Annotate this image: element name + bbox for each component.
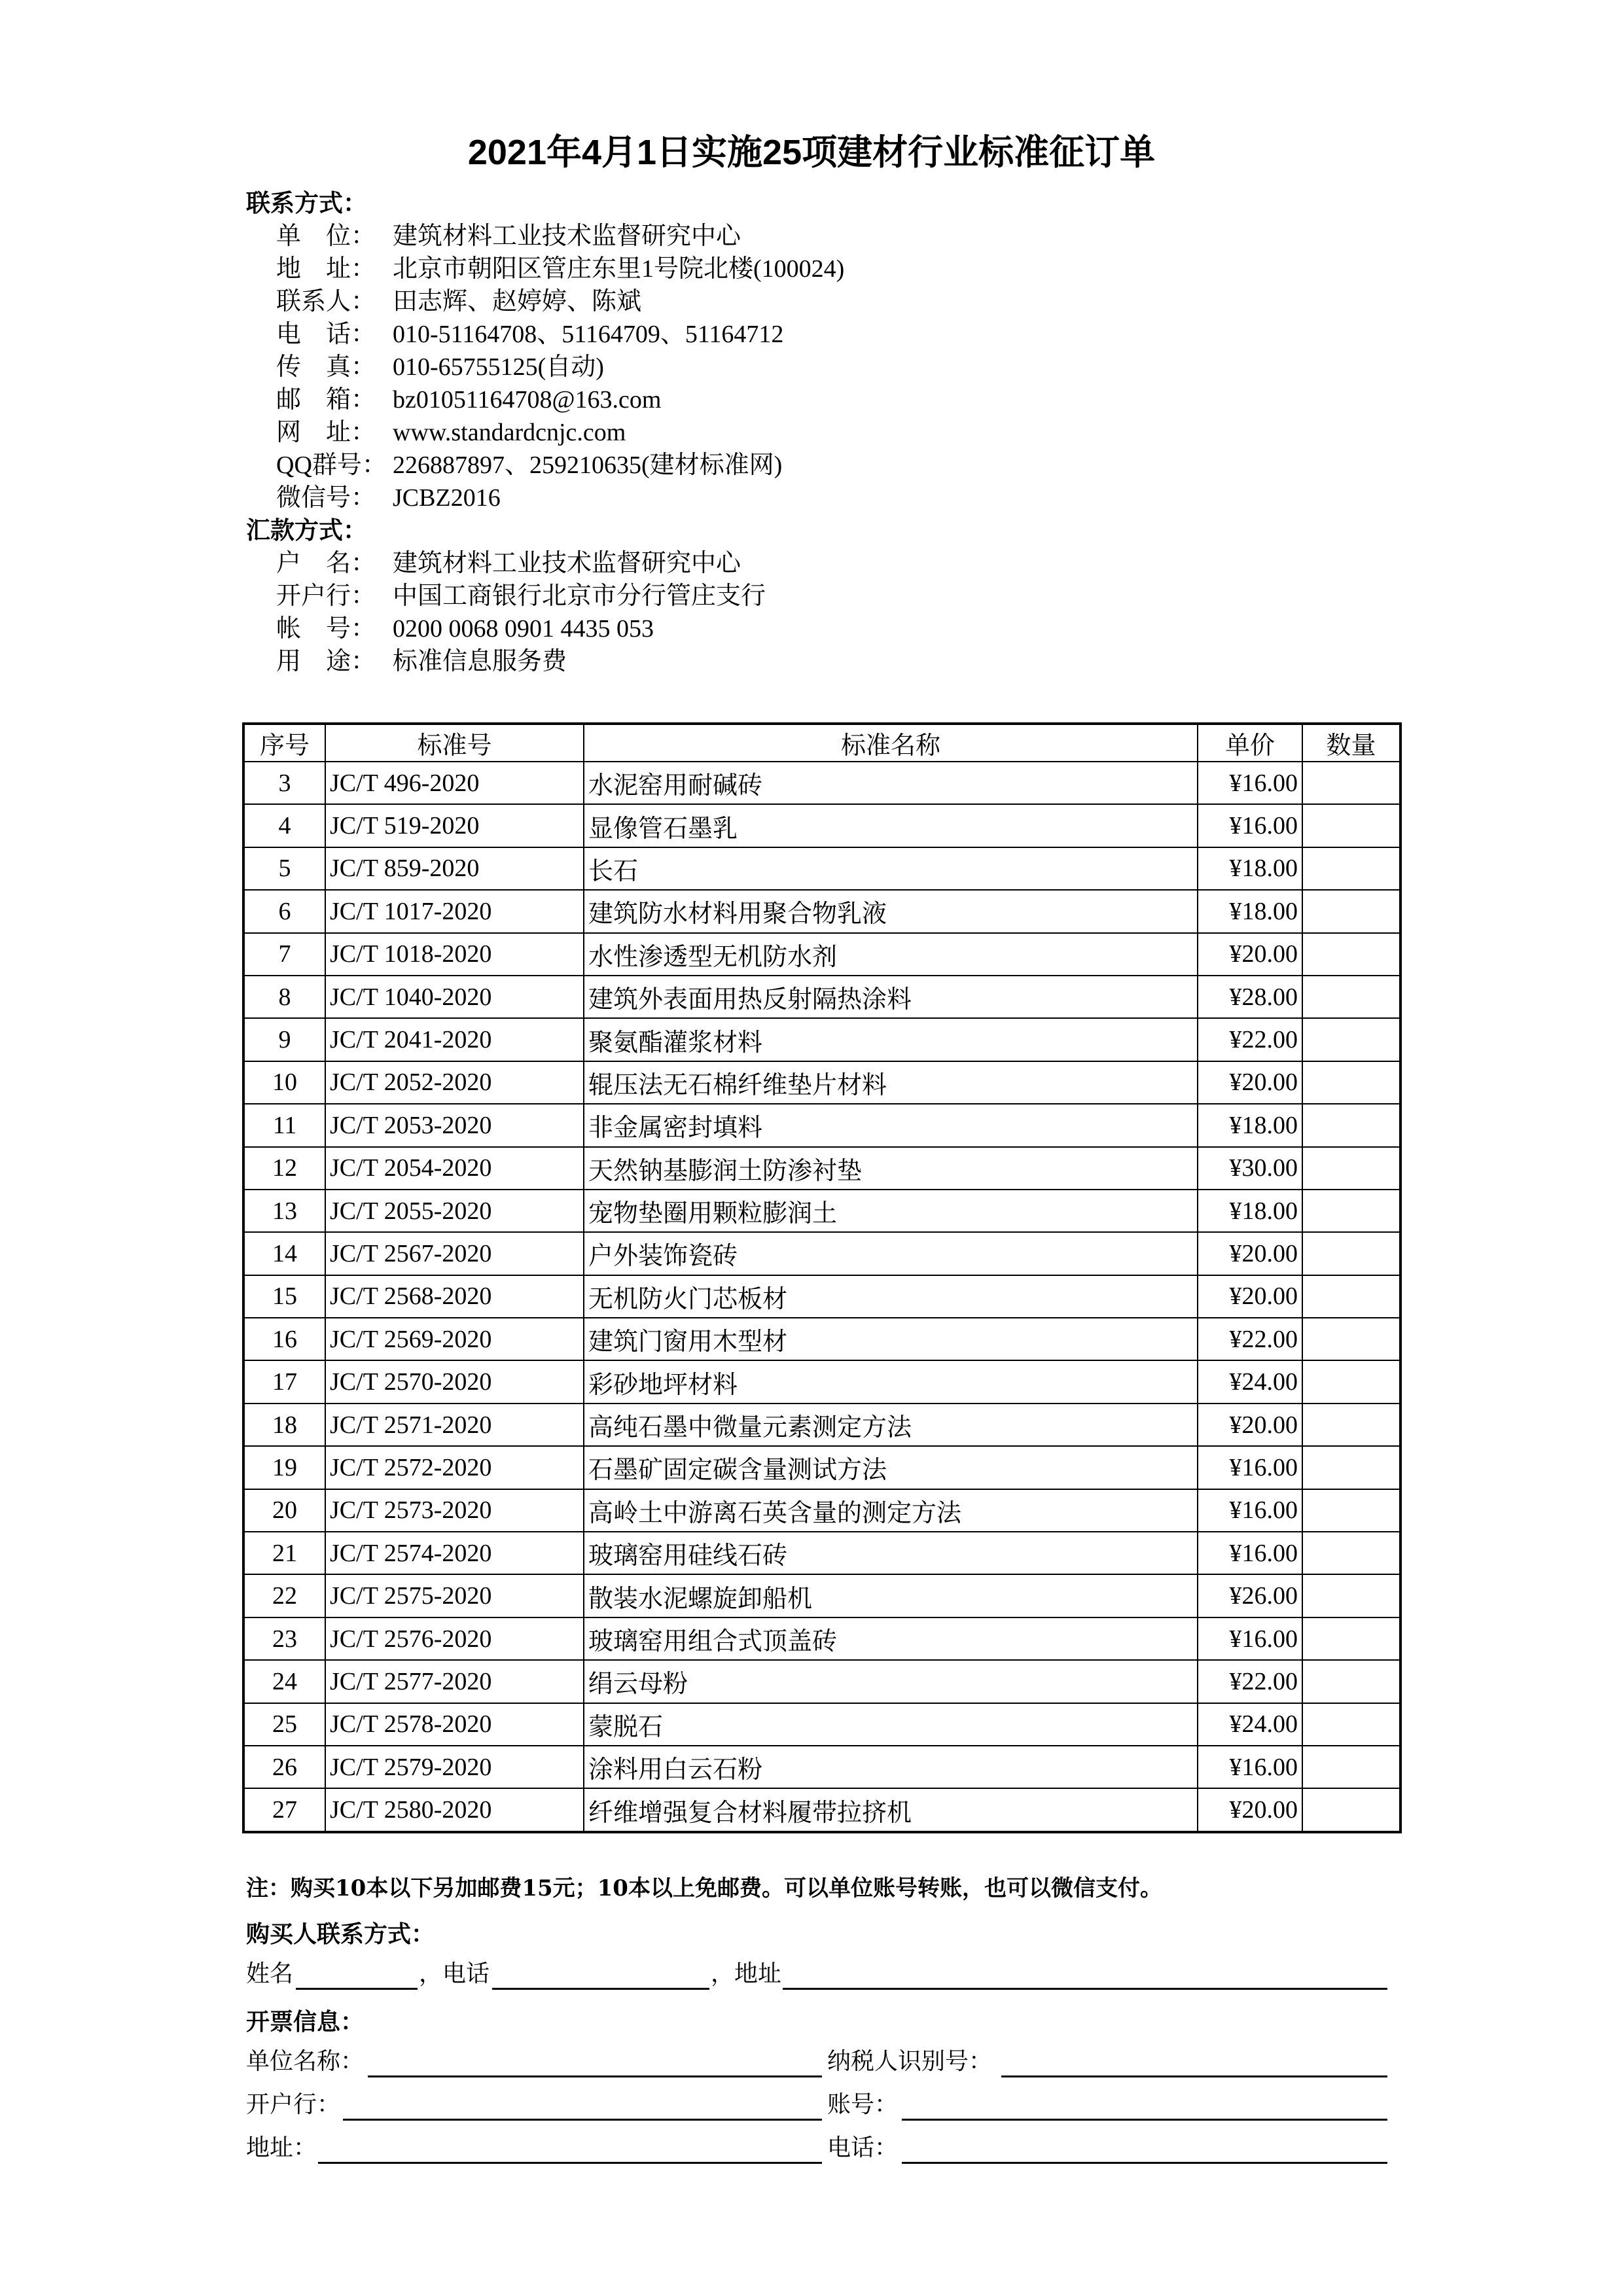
table-header-row [243, 724, 1400, 762]
contact-heading: 联系方式： [246, 189, 367, 217]
invoice-taxid-field[interactable] [1001, 2049, 1387, 2077]
buyer-name-field[interactable] [296, 1962, 418, 1990]
cell-standard-name: 辊压法无石棉纤维垫片材料 [584, 1061, 1198, 1104]
cell-price: ¥18.00 [1198, 890, 1302, 932]
cell-standard-name: 蒙脱石 [584, 1703, 1198, 1746]
cell-no: 15 [243, 1275, 325, 1318]
cell-standard-code: JC/T 2576-2020 [325, 1617, 584, 1660]
cell-standard-code: JC/T 2572-2020 [325, 1446, 584, 1489]
cell-standard-code: JC/T 2579-2020 [325, 1746, 584, 1788]
cell-price: ¥18.00 [1198, 1190, 1302, 1232]
table-row [243, 1360, 1400, 1403]
table-row [243, 1061, 1400, 1104]
cell-price: ¥16.00 [1198, 762, 1302, 804]
cell-price: ¥20.00 [1198, 1232, 1302, 1275]
cell-quantity-input[interactable] [1302, 1489, 1400, 1532]
cell-standard-code: JC/T 2574-2020 [325, 1532, 584, 1574]
cell-standard-code: JC/T 2567-2020 [325, 1232, 584, 1275]
cell-price: ¥20.00 [1198, 1275, 1302, 1318]
cell-quantity-input[interactable] [1302, 1318, 1400, 1360]
cell-quantity-input[interactable] [1302, 1147, 1400, 1190]
remit-item-value: 标准信息服务费 [393, 648, 567, 675]
invoice-address-field[interactable] [318, 2136, 822, 2164]
remit-item-value: 中国工商银行北京市分行管庄支行 [393, 582, 766, 610]
cell-standard-name: 彩砂地坪材料 [584, 1360, 1198, 1403]
cell-price: ¥16.00 [1198, 1617, 1302, 1660]
invoice-heading: 开票信息： [246, 2009, 365, 2036]
cell-no: 27 [243, 1788, 325, 1831]
table-row [243, 1275, 1400, 1318]
contact-item-value: 田志辉、赵婷婷、陈斌 [393, 288, 642, 315]
table-row [243, 847, 1400, 890]
cell-standard-code: JC/T 519-2020 [325, 804, 584, 847]
contact-item [246, 449, 1489, 482]
cell-no: 7 [243, 933, 325, 976]
table-row [243, 1104, 1400, 1146]
cell-standard-code: JC/T 2578-2020 [325, 1703, 584, 1746]
cell-standard-name: 高纯石墨中微量元素测定方法 [584, 1404, 1198, 1446]
cell-no: 18 [243, 1404, 325, 1446]
cell-quantity-input[interactable] [1302, 847, 1400, 890]
table-row [243, 1788, 1400, 1831]
buyer-phone-label: ，电话 [419, 1960, 490, 1987]
contact-item [246, 351, 1489, 383]
invoice-taxid-label: 纳税人识别号： [827, 2048, 993, 2075]
cell-no: 26 [243, 1746, 325, 1788]
invoice-phone-label: 电话： [827, 2134, 899, 2161]
shipping-note: 注：购买10本以下另加邮费15元；10本以上免邮费。可以单位账号转账，也可以微信支付。 [246, 1875, 1162, 1901]
cell-standard-name: 宠物垫圈用颗粒膨润土 [584, 1190, 1198, 1232]
cell-quantity-input[interactable] [1302, 1232, 1400, 1275]
cell-quantity-input[interactable] [1302, 804, 1400, 847]
cell-quantity-input[interactable] [1302, 976, 1400, 1018]
cell-no: 13 [243, 1190, 325, 1232]
cell-standard-code: JC/T 2577-2020 [325, 1660, 584, 1703]
cell-quantity-input[interactable] [1302, 1746, 1400, 1788]
remit-list [246, 547, 1489, 678]
cell-quantity-input[interactable] [1302, 1061, 1400, 1104]
cell-price: ¥22.00 [1198, 1018, 1302, 1061]
contact-item-label: 邮 箱： [276, 386, 376, 414]
contact-item-label: 微信号： [276, 484, 376, 512]
buyer-name-label: 姓名 [246, 1960, 294, 1987]
cell-standard-code: JC/T 2571-2020 [325, 1404, 584, 1446]
contact-item [246, 383, 1489, 416]
contact-item-value: 建筑材料工业技术监督研究中心 [393, 222, 741, 250]
cell-price: ¥22.00 [1198, 1660, 1302, 1703]
remit-item [246, 612, 1489, 645]
table-row [243, 1489, 1400, 1532]
standards-table [242, 722, 1402, 1833]
col-header-name: 标准名称 [584, 724, 1198, 762]
cell-no: 14 [243, 1232, 325, 1275]
table-row [243, 1660, 1400, 1703]
buyer-phone-field[interactable] [492, 1962, 709, 1990]
cell-quantity-input[interactable] [1302, 1574, 1400, 1617]
cell-price: ¥30.00 [1198, 1147, 1302, 1190]
cell-standard-code: JC/T 2568-2020 [325, 1275, 584, 1318]
contact-item-label: 传 真： [276, 353, 376, 381]
cell-price: ¥18.00 [1198, 1104, 1302, 1146]
cell-price: ¥16.00 [1198, 1746, 1302, 1788]
cell-standard-name: 无机防火门芯板材 [584, 1275, 1198, 1318]
remit-heading: 汇款方式： [246, 516, 367, 544]
cell-quantity-input[interactable] [1302, 1788, 1400, 1831]
cell-standard-name: 散装水泥螺旋卸船机 [584, 1574, 1198, 1617]
cell-price: ¥20.00 [1198, 933, 1302, 976]
cell-quantity-input[interactable] [1302, 1190, 1400, 1232]
contact-item [246, 220, 1489, 253]
invoice-phone-field[interactable] [902, 2136, 1387, 2164]
invoice-account-field[interactable] [902, 2093, 1387, 2121]
table-row [243, 804, 1400, 847]
cell-standard-code: JC/T 1017-2020 [325, 890, 584, 932]
cell-quantity-input[interactable] [1302, 1660, 1400, 1703]
cell-no: 10 [243, 1061, 325, 1104]
cell-price: ¥20.00 [1198, 1061, 1302, 1104]
cell-standard-name: 绢云母粉 [584, 1660, 1198, 1703]
buyer-address-label: ，地址 [711, 1960, 782, 1987]
cell-no: 8 [243, 976, 325, 1018]
cell-quantity-input[interactable] [1302, 933, 1400, 976]
table-row [243, 890, 1400, 932]
cell-standard-name: 石墨矿固定碳含量测试方法 [584, 1446, 1198, 1489]
remit-item-value: 建筑材料工业技术监督研究中心 [393, 550, 741, 577]
table-row [243, 933, 1400, 976]
cell-price: ¥20.00 [1198, 1404, 1302, 1446]
remit-item-label: 帐 号： [276, 615, 376, 643]
remit-item [246, 645, 1489, 678]
table-row [243, 1232, 1400, 1275]
contact-item [246, 285, 1489, 318]
cell-standard-name: 户外装饰瓷砖 [584, 1232, 1198, 1275]
table-row [243, 1617, 1400, 1660]
table-row [243, 1574, 1400, 1617]
cell-standard-code: JC/T 2573-2020 [325, 1489, 584, 1532]
cell-no: 21 [243, 1532, 325, 1574]
contact-item-value: www.standardcnjc.com [393, 419, 626, 446]
cell-standard-name: 建筑门窗用木型材 [584, 1318, 1198, 1360]
cell-no: 25 [243, 1703, 325, 1746]
invoice-unit-label: 单位名称： [246, 2048, 365, 2075]
cell-standard-code: JC/T 2053-2020 [325, 1104, 584, 1146]
cell-no: 11 [243, 1104, 325, 1146]
cell-standard-name: 聚氨酯灌浆材料 [584, 1018, 1198, 1061]
remit-item-label: 开户行： [276, 582, 376, 610]
remit-item [246, 580, 1489, 612]
table-row [243, 1318, 1400, 1360]
cell-standard-name: 非金属密封填料 [584, 1104, 1198, 1146]
cell-standard-code: JC/T 859-2020 [325, 847, 584, 890]
contact-item-label: 联系人： [276, 288, 376, 315]
invoice-account-label: 账号： [827, 2091, 899, 2118]
page-title: 2021年4月1日实施25项建材行业标准征订单 [467, 133, 1156, 172]
cell-price: ¥22.00 [1198, 1318, 1302, 1360]
table-row [243, 1190, 1400, 1232]
cell-quantity-input[interactable] [1302, 890, 1400, 932]
cell-no: 5 [243, 847, 325, 890]
cell-no: 23 [243, 1617, 325, 1660]
cell-no: 19 [243, 1446, 325, 1489]
cell-quantity-input[interactable] [1302, 1446, 1400, 1489]
cell-quantity-input[interactable] [1302, 1018, 1400, 1061]
cell-standard-name: 纤维增强复合材料履带拉挤机 [584, 1788, 1198, 1831]
col-header-qty: 数量 [1302, 724, 1400, 762]
cell-no: 4 [243, 804, 325, 847]
contact-list [246, 220, 1489, 514]
invoice-bank-field[interactable] [343, 2093, 822, 2121]
contact-item [246, 416, 1489, 449]
buyer-heading: 购买人联系方式： [246, 1921, 435, 1948]
table-row [243, 976, 1400, 1018]
contact-item [246, 253, 1489, 285]
cell-standard-name: 涂料用白云石粉 [584, 1746, 1198, 1788]
cell-no: 9 [243, 1018, 325, 1061]
cell-quantity-input[interactable] [1302, 1617, 1400, 1660]
contact-item-value: bz01051164708@163.com [393, 386, 662, 414]
cell-standard-name: 天然钠基膨润土防渗衬垫 [584, 1147, 1198, 1190]
contact-item-label: 单 位： [276, 222, 376, 250]
contact-item-value: 010-65755125(自动) [393, 353, 604, 381]
cell-standard-name: 高岭土中游离石英含量的测定方法 [584, 1489, 1198, 1532]
contact-item-label: 网 址： [276, 419, 376, 446]
contact-item-label: 电 话： [276, 321, 376, 348]
cell-no: 3 [243, 762, 325, 804]
contact-item-value: JCBZ2016 [393, 484, 501, 512]
cell-standard-name: 长石 [584, 847, 1198, 890]
cell-price: ¥16.00 [1198, 804, 1302, 847]
invoice-address-label: 地址： [246, 2134, 317, 2161]
col-header-no: 序号 [243, 724, 325, 762]
cell-price: ¥28.00 [1198, 976, 1302, 1018]
contact-item-label: QQ群号： [276, 451, 387, 479]
table-row [243, 1147, 1400, 1190]
cell-standard-name: 水性渗透型无机防水剂 [584, 933, 1198, 976]
cell-no: 12 [243, 1147, 325, 1190]
cell-standard-code: JC/T 2569-2020 [325, 1318, 584, 1360]
cell-standard-code: JC/T 1018-2020 [325, 933, 584, 976]
cell-standard-code: JC/T 2054-2020 [325, 1147, 584, 1190]
table-row [243, 1532, 1400, 1574]
cell-standard-code: JC/T 2575-2020 [325, 1574, 584, 1617]
cell-standard-code: JC/T 2052-2020 [325, 1061, 584, 1104]
cell-standard-code: JC/T 496-2020 [325, 762, 584, 804]
contact-item-label: 地 址： [276, 255, 376, 283]
table-row [243, 1446, 1400, 1489]
cell-no: 24 [243, 1660, 325, 1703]
cell-price: ¥16.00 [1198, 1532, 1302, 1574]
cell-no: 20 [243, 1489, 325, 1532]
invoice-bank-label: 开户行： [246, 2091, 341, 2118]
cell-price: ¥20.00 [1198, 1788, 1302, 1831]
col-header-code: 标准号 [325, 724, 584, 762]
cell-price: ¥16.00 [1198, 1446, 1302, 1489]
remit-item-label: 户 名： [276, 550, 376, 577]
cell-price: ¥24.00 [1198, 1703, 1302, 1746]
table-row [243, 762, 1400, 804]
contact-info-block [246, 187, 1489, 678]
remit-item-value: 0200 0068 0901 4435 053 [393, 615, 654, 643]
cell-no: 17 [243, 1360, 325, 1403]
cell-standard-code: JC/T 1040-2020 [325, 976, 584, 1018]
cell-quantity-input[interactable] [1302, 1360, 1400, 1403]
contact-item-value: 北京市朝阳区管庄东里1号院北楼(100024) [393, 255, 845, 283]
cell-no: 22 [243, 1574, 325, 1617]
table-row [243, 1018, 1400, 1061]
cell-quantity-input[interactable] [1302, 1404, 1400, 1446]
cell-quantity-input[interactable] [1302, 762, 1400, 804]
table-row [243, 1746, 1400, 1788]
remit-item [246, 547, 1489, 580]
cell-no: 16 [243, 1318, 325, 1360]
invoice-unit-field[interactable] [368, 2049, 822, 2077]
remit-item-label: 用 途： [276, 648, 376, 675]
table-row [243, 1703, 1400, 1746]
cell-standard-name: 玻璃窑用组合式顶盖砖 [584, 1617, 1198, 1660]
cell-price: ¥24.00 [1198, 1360, 1302, 1403]
cell-quantity-input[interactable] [1302, 1532, 1400, 1574]
contact-item [246, 318, 1489, 351]
cell-price: ¥18.00 [1198, 847, 1302, 890]
cell-standard-name: 玻璃窑用硅线石砖 [584, 1532, 1198, 1574]
cell-standard-code: JC/T 2570-2020 [325, 1360, 584, 1403]
cell-standard-name: 水泥窑用耐碱砖 [584, 762, 1198, 804]
cell-standard-code: JC/T 2055-2020 [325, 1190, 584, 1232]
cell-price: ¥26.00 [1198, 1574, 1302, 1617]
cell-standard-name: 显像管石墨乳 [584, 804, 1198, 847]
cell-standard-code: JC/T 2041-2020 [325, 1018, 584, 1061]
contact-item [246, 482, 1489, 514]
cell-quantity-input[interactable] [1302, 1703, 1400, 1746]
buyer-address-field[interactable] [783, 1962, 1387, 1990]
cell-price: ¥16.00 [1198, 1489, 1302, 1532]
cell-standard-name: 建筑防水材料用聚合物乳液 [584, 890, 1198, 932]
table-body [243, 762, 1400, 1832]
cell-no: 6 [243, 890, 325, 932]
cell-standard-name: 建筑外表面用热反射隔热涂料 [584, 976, 1198, 1018]
contact-item-value: 010-51164708、51164709、51164712 [393, 321, 784, 348]
col-header-price: 单价 [1198, 724, 1302, 762]
contact-item-value: 226887897、259210635(建材标准网) [393, 451, 783, 479]
cell-quantity-input[interactable] [1302, 1275, 1400, 1318]
cell-quantity-input[interactable] [1302, 1104, 1400, 1146]
cell-standard-code: JC/T 2580-2020 [325, 1788, 584, 1831]
table-row [243, 1404, 1400, 1446]
